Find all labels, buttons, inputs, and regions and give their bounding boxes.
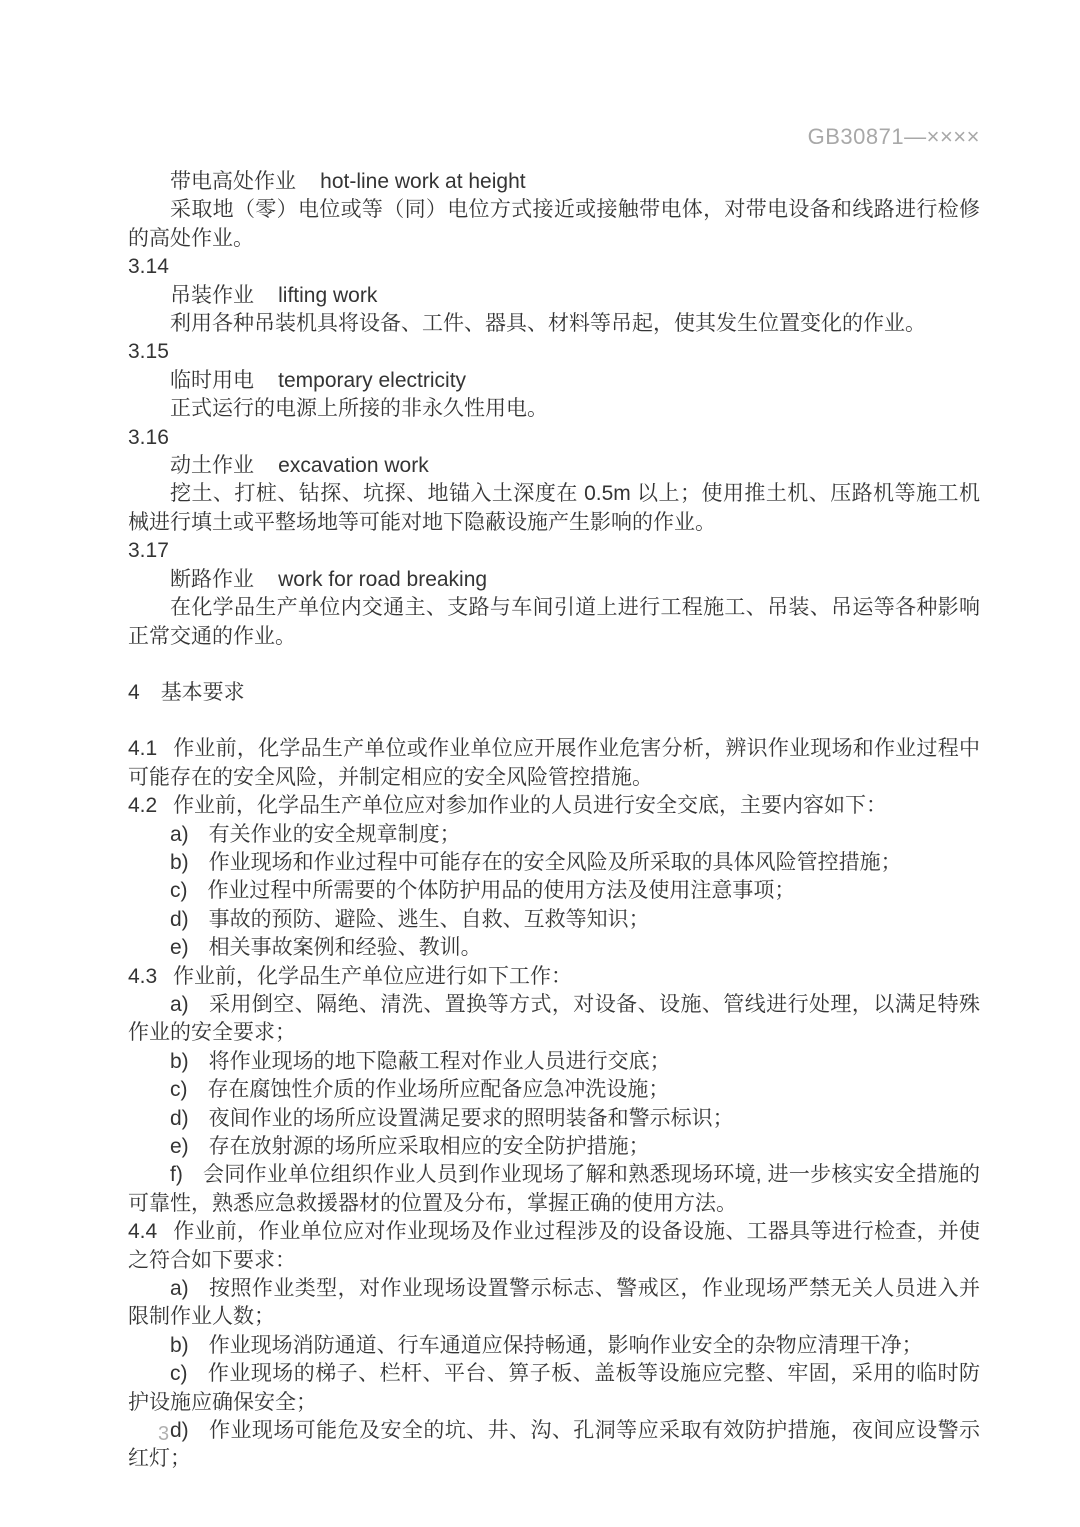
term-line [128,282,980,310]
term-line [128,168,980,196]
list-item-text: 作业过程中所需要的个体防护用品的使用方法及使用注意事项； [207,879,796,903]
term-zh: 临时用电 [170,368,254,392]
list-item-text: 将作业现场的地下隐蔽工程对作业人员进行交底； [208,1049,671,1073]
list-item-text: 作业现场可能危及安全的坑、井、沟、孔洞等应采取有效防护措施，夜间应设警示红灯； [128,1419,980,1471]
list-item [128,1161,980,1218]
definition-paragraph: 在化学品生产单位内交通主、支路与车间引道上进行工程施工、吊装、吊运等各种影响正常交通的作业。 [128,596,980,648]
list-item-text: 夜间作业的场所应设置满足要求的照明装备和警示标识； [208,1106,734,1130]
list-item-label: f) [170,1163,183,1187]
list-item-label: a) [170,992,189,1016]
list-item-label: e) [170,936,189,960]
document-body [128,168,980,1474]
list-item-text: 会同作业单位组织作业人员到作业现场了解和熟悉现场环境, 进一步核实安全措施的可靠性，熟悉应急救援器材的位置及分布，掌握正确的使用方法。 [128,1163,980,1215]
clause-paragraph [128,1218,980,1275]
clause-number: 3.17 [128,539,169,563]
list-item-label: a) [170,822,189,846]
list-item [128,1105,980,1133]
list-item-text: 有关作业的安全规章制度； [208,822,461,846]
term-en: hot-line work at height [320,170,526,193]
term-zh: 吊装作业 [170,283,254,307]
list-item-label: a) [170,1277,189,1301]
list-item [128,1133,980,1161]
heading-text: 基本要求 [160,680,245,704]
list-item-text: 事故的预防、避险、逃生、自救、互救等知识； [208,907,650,931]
list-item-label: b) [170,850,189,874]
definition-paragraph: 利用各种吊装机具将设备、工件、器具、材料等吊起，使其发生位置变化的作业。 [170,312,926,336]
clause-number-inline: 4.2 [128,794,158,818]
term-en: work for road breaking [278,567,488,591]
list-item [128,906,980,934]
page-number: 3 [158,1423,170,1445]
term-zh: 带电高处作业 [170,170,296,193]
list-item [128,1360,980,1417]
list-item-text: 存在腐蚀性介质的作业场所应配备应急冲洗设施； [207,1078,670,1102]
clause-number-inline: 4.4 [128,1220,158,1244]
list-item-text: 作业现场和作业过程中可能存在的安全风险及所采取的具体风险管控措施； [208,850,902,874]
list-item [128,877,980,905]
clause-text: 作业前，化学品生产单位应进行如下工作： [172,964,572,988]
clause-text: 作业前，化学品生产单位或作业单位应开展作业危害分析，辨识作业现场和作业过程中可能存在的安全风险，并制定相应的安全风险管控措施。 [128,737,980,789]
term-line [128,566,980,594]
term-en: lifting work [278,283,378,307]
clause-paragraph [128,735,980,792]
list-item [128,1076,980,1104]
list-item-label: c) [170,1078,188,1102]
list-item-label: e) [170,1135,189,1158]
definition-paragraph: 正式运行的电源上所接的非永久性用电。 [170,397,548,421]
clause-number-inline: 4.1 [128,737,158,761]
list-item-text: 存在放射源的场所应采取相应的安全防护措施； [208,1135,650,1158]
list-item [128,1417,980,1474]
list-item-text: 采用倒空、隔绝、清洗、置换等方式，对设备、设施、管线进行处理，以满足特殊作业的安全要求； [128,992,980,1045]
list-item-label: d) [170,907,189,931]
heading-number: 4 [128,680,140,704]
definition-paragraph: 挖土、打桩、钻探、坑探、地锚入土深度在 0.5m 以上；使用推土机、压路机等施工机械进行填土或平整场地等可能对地下隐蔽设施产生影响的作业。 [128,482,980,534]
list-item-label: d) [170,1419,189,1443]
clause-number-inline: 4.3 [128,964,158,988]
clause-number: 3.16 [128,425,169,449]
term-line [128,452,980,480]
clause-paragraph [128,792,980,820]
term-en: excavation work [278,454,429,478]
clause-number: 3.15 [128,340,169,364]
list-item-label: c) [170,879,188,903]
clause-paragraph [128,963,980,991]
list-item-label: c) [170,1362,188,1386]
term-zh: 动土作业 [170,454,254,478]
list-item-label: d) [170,1106,189,1130]
term-line [128,367,980,395]
definition-paragraph: 采取地（零）电位或等（同）电位方式接近或接触带电体，对带电设备和线路进行检修的高处作业。 [128,198,980,250]
list-item-text: 按照作业类型，对作业现场设置警示标志、警戒区，作业现场严禁无关人员进入并限制作业人数； [128,1277,980,1329]
list-item-text: 相关事故案例和经验、教训。 [208,936,482,960]
term-en: temporary electricity [278,368,467,392]
list-item [128,849,980,877]
standard-number-header: GB30871—×××× [807,124,980,149]
list-item-text: 作业现场消防通道、行车通道应保持畅通，影响作业安全的杂物应清理干净； [208,1333,923,1357]
term-zh: 断路作业 [170,567,254,591]
section-heading [128,679,980,707]
list-item [128,934,980,962]
list-item [128,821,980,849]
clause-text: 作业前，化学品生产单位应对参加作业的人员进行安全交底，主要内容如下： [172,794,887,818]
list-item [128,1332,980,1360]
list-item [128,991,980,1048]
clause-number: 3.14 [128,255,169,279]
list-item-label: b) [170,1049,189,1073]
list-item-label: b) [170,1333,189,1357]
list-item [128,1048,980,1076]
list-item-text: 作业现场的梯子、栏杆、平台、箅子板、盖板等设施应完整、牢固，采用的临时防护设施应确保安全； [128,1362,980,1414]
list-item [128,1275,980,1332]
clause-text: 作业前，作业单位应对作业现场及作业过程涉及的设备设施、工器具等进行检查，并使之符合如下要求： [128,1220,980,1272]
